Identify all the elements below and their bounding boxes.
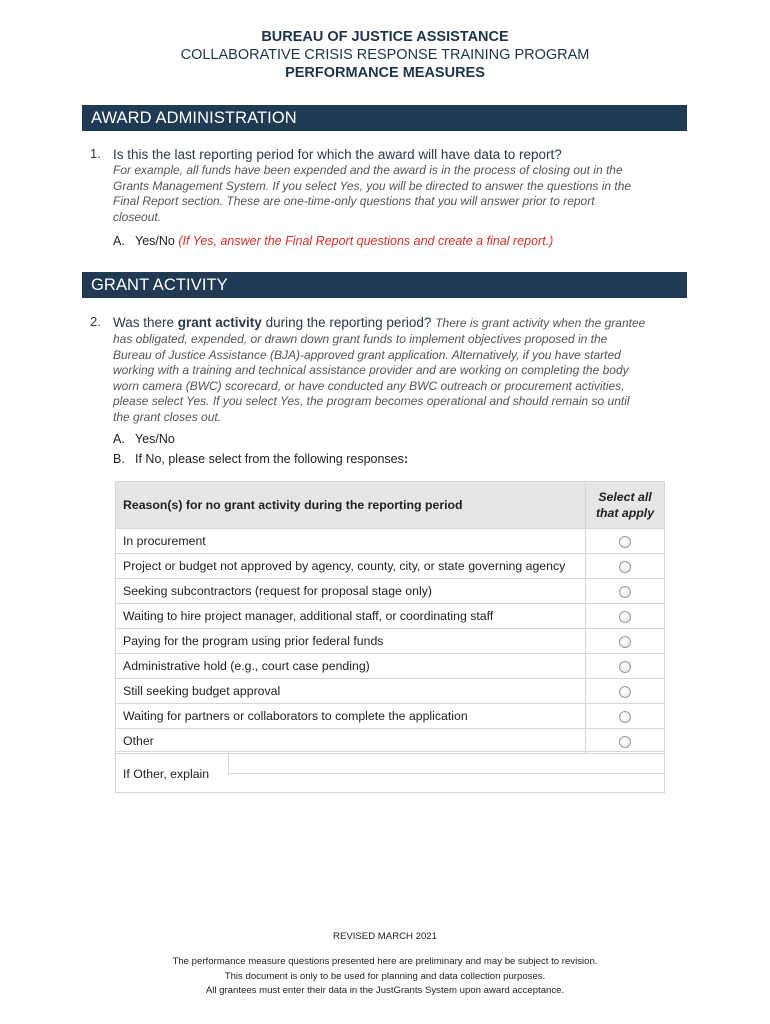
other-explain-label: If Other, explain — [123, 767, 210, 781]
title-pre: Was there — [113, 315, 178, 330]
document-header — [0, 28, 770, 82]
answer-text: Yes/No — [135, 432, 175, 446]
reason-radio-cell — [586, 629, 665, 654]
answer-colon: : — [403, 452, 409, 466]
reason-radio[interactable] — [619, 611, 631, 623]
table-row — [116, 654, 665, 679]
reason-radio-cell — [586, 654, 665, 679]
reason-column-header: Reason(s) for no grant activity during the reporting period — [116, 482, 586, 529]
reason-radio-cell — [586, 679, 665, 704]
answer-note: (If Yes, answer the Final Report questions and create a final report.) — [178, 234, 554, 248]
answer-letter: A. — [113, 234, 125, 248]
question-2-number: 2. — [90, 314, 101, 329]
question-2 — [90, 314, 670, 425]
header-program: COLLABORATIVE CRISIS RESPONSE TRAINING PROGRAM — [180, 47, 590, 63]
reason-radio[interactable] — [619, 586, 631, 598]
answer-letter: A. — [113, 432, 125, 446]
reason-radio[interactable] — [619, 561, 631, 573]
desc-line: please select Yes. If you select Yes, the program becomes operational and should remain so until — [113, 394, 630, 408]
desc-line: the grant closes out. — [113, 409, 222, 424]
table-row — [116, 679, 665, 704]
reason-radio-cell — [586, 729, 665, 754]
desc-line: For example, all funds have been expended and the award is in the process of closing out in the — [113, 163, 623, 177]
table-row — [116, 704, 665, 729]
reason-label: Waiting for partners or collaborators to complete the application — [116, 704, 586, 729]
section-award-administration: AWARD ADMINISTRATION — [82, 105, 687, 131]
reason-label: Seeking subcontractors (request for proposal stage only) — [116, 579, 586, 604]
reasons-table — [115, 481, 665, 754]
reason-label: In procurement — [116, 529, 586, 554]
table-row — [116, 554, 665, 579]
select-header-line: Select all — [598, 490, 652, 504]
table-row — [116, 729, 665, 754]
desc-line: working with a training and technical assistance provider and are working on completing the body — [113, 363, 629, 377]
desc-line: Bureau of Justice Assistance (BJA)-approved grant application. Alternatively, if you have started — [113, 347, 621, 362]
table-row — [116, 629, 665, 654]
section-grant-activity: GRANT ACTIVITY — [82, 272, 687, 298]
reason-radio[interactable] — [619, 536, 631, 548]
reason-label: Still seeking budget approval — [116, 679, 586, 704]
select-column-header — [586, 482, 665, 529]
answer-letter: B. — [113, 452, 125, 466]
question-2-answer-b — [113, 452, 408, 466]
question-2-answer-a[interactable] — [113, 432, 175, 446]
question-1-answer-a[interactable] — [113, 234, 553, 248]
footer-line: All grantees must enter their data in the JustGrants System upon award acceptance. — [205, 985, 565, 996]
desc-line: Final Report section. These are one-time-only questions that you will answer prior to report — [113, 194, 595, 208]
question-1 — [90, 146, 670, 225]
question-1-description — [113, 163, 670, 225]
table-row — [116, 604, 665, 629]
footer-line: The performance measure questions presented here are preliminary and may be subject to revision. — [172, 956, 598, 967]
reason-label: Paying for the program using prior federal funds — [116, 629, 586, 654]
revised-date: REVISED MARCH 2021 — [333, 931, 437, 942]
reason-radio[interactable] — [619, 686, 631, 698]
reason-radio-cell — [586, 704, 665, 729]
desc-line: closeout. — [113, 209, 162, 224]
desc-line: worn camera (BWC) scorecard, or have conducted any BWC outreach or procurement activities, — [113, 378, 625, 393]
reason-radio-cell — [586, 529, 665, 554]
reason-label: Administrative hold (e.g., court case pending) — [116, 654, 586, 679]
reason-label: Other — [116, 729, 586, 754]
reason-label: Project or budget not approved by agency, county, city, or state governing agency — [116, 554, 586, 579]
question-2-description-start: There is grant activity when the grantee — [435, 316, 646, 330]
question-2-title — [113, 314, 670, 332]
title-bold: grant activity — [177, 315, 262, 330]
footer-disclaimer — [0, 955, 770, 999]
title-post: during the reporting period? — [261, 315, 432, 330]
desc-line: has obligated, expended, or drawn down grant funds to implement objectives proposed in the — [113, 332, 608, 346]
reason-radio-cell — [586, 579, 665, 604]
reason-radio[interactable] — [619, 711, 631, 723]
reason-label: Waiting to hire project manager, additional staff, or coordinating staff — [116, 604, 586, 629]
footer-line: This document is only to be used for planning and data collection purposes. — [224, 970, 546, 982]
reason-radio-cell — [586, 554, 665, 579]
other-explain-row — [115, 751, 665, 793]
question-1-number: 1. — [90, 146, 101, 161]
answer-text: Yes/No — [135, 234, 175, 248]
reason-radio-cell — [586, 604, 665, 629]
answer-text: If No, please select from the following responses — [135, 452, 404, 466]
desc-line: Grants Management System. If you select Yes, you will be directed to answer the questions in the — [113, 178, 632, 193]
reason-radio[interactable] — [619, 661, 631, 673]
other-explain-input[interactable] — [228, 752, 664, 774]
table-row — [116, 579, 665, 604]
reason-radio[interactable] — [619, 636, 631, 648]
header-subtitle: PERFORMANCE MEASURES — [285, 65, 485, 81]
table-row — [116, 529, 665, 554]
question-1-title: Is this the last reporting period for which the award will have data to report? — [113, 147, 562, 162]
header-agency: BUREAU OF JUSTICE ASSISTANCE — [261, 29, 509, 45]
reason-radio[interactable] — [619, 736, 631, 748]
question-2-description — [113, 332, 670, 425]
select-header-line: that apply — [595, 506, 655, 520]
